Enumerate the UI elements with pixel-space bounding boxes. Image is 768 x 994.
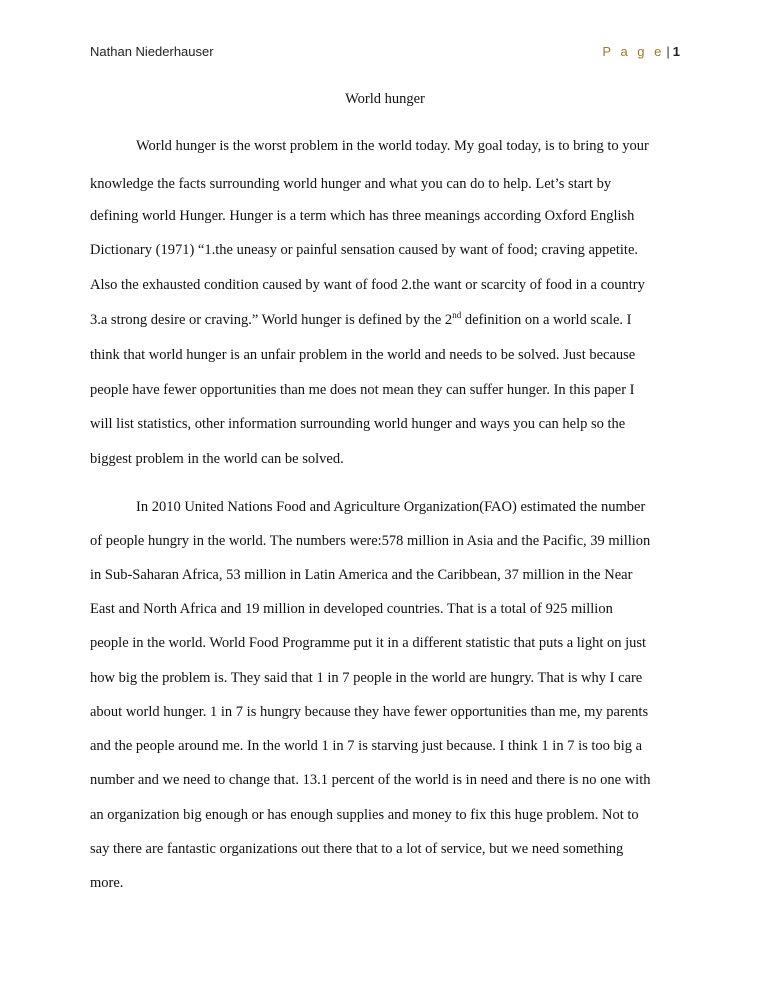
paragraph-line: people have fewer opportunities than me does not mean they can suffer hunger. In this paper I bbox=[90, 382, 635, 398]
paragraph-line: In 2010 United Nations Food and Agriculture Organization(FAO) estimated the number bbox=[136, 499, 646, 515]
document-title: World hunger bbox=[345, 91, 425, 107]
paragraph-line: think that world hunger is an unfair problem in the world and needs to be solved. Just because bbox=[90, 347, 636, 363]
paragraph-line: number and we need to change that. 13.1 percent of the world is in need and there is no one with bbox=[90, 772, 651, 788]
paragraph-line: and the people around me. In the world 1 in 7 is starving just because. I think 1 in 7 is too big a bbox=[90, 738, 643, 754]
page-separator: | bbox=[666, 44, 670, 59]
page-number: 1 bbox=[672, 44, 680, 59]
superscript-ordinal: nd bbox=[452, 310, 462, 320]
paragraph-line: in Sub-Saharan Africa, 53 million in Latin America and the Caribbean, 37 million in the Near bbox=[90, 567, 633, 583]
paragraph-line: knowledge the facts surrounding world hunger and what you can do to help. Let’s start by bbox=[90, 176, 612, 192]
paragraph-line: say there are fantastic organizations out there that to a lot of service, but we need something bbox=[90, 841, 624, 857]
author-name: Nathan Niederhauser bbox=[90, 44, 214, 59]
paragraph-line: World hunger is the worst problem in the world today. My goal today, is to bring to your bbox=[136, 138, 649, 154]
paragraph-line: defining world Hunger. Hunger is a term which has three meanings according Oxford English bbox=[90, 208, 635, 224]
paragraph-line: of people hungry in the world. The numbers were:578 million in Asia and the Pacific, 39 million bbox=[90, 533, 651, 549]
line-text-after: definition on a world scale. I bbox=[461, 312, 632, 328]
line-text-before: 3.a strong desire or craving.” World hunger is defined by the 2 bbox=[90, 312, 453, 328]
paragraph-line: Also the exhausted condition caused by want of food 2.the want or scarcity of food in a country bbox=[90, 277, 645, 293]
paragraph-line: biggest problem in the world can be solved. bbox=[90, 451, 344, 467]
paragraph-line: people in the world. World Food Programme put it in a different statistic that puts a light on just bbox=[90, 635, 647, 651]
page-label: P a g e bbox=[602, 44, 665, 59]
paragraph-line: more. bbox=[90, 875, 124, 891]
paragraph-line: about world hunger. 1 in 7 is hungry because they have fewer opportunities than me, my parents bbox=[90, 704, 649, 720]
paragraph-line: will list statistics, other information surrounding world hunger and ways you can help so the bbox=[90, 416, 626, 432]
paragraph-line: how big the problem is. They said that 1 in 7 people in the world are hungry. That is why I care bbox=[90, 670, 643, 686]
paragraph-line-with-superscript bbox=[90, 310, 632, 330]
page-header bbox=[90, 44, 680, 64]
paragraph-line: Dictionary (1971) “1.the uneasy or painful sensation caused by want of food; craving appetite. bbox=[90, 242, 639, 258]
paragraph-line: an organization big enough or has enough supplies and money to fix this huge problem. Not to bbox=[90, 807, 639, 823]
page-number-block bbox=[602, 44, 680, 59]
paragraph-line: East and North Africa and 19 million in developed countries. That is a total of 925 million bbox=[90, 601, 613, 617]
